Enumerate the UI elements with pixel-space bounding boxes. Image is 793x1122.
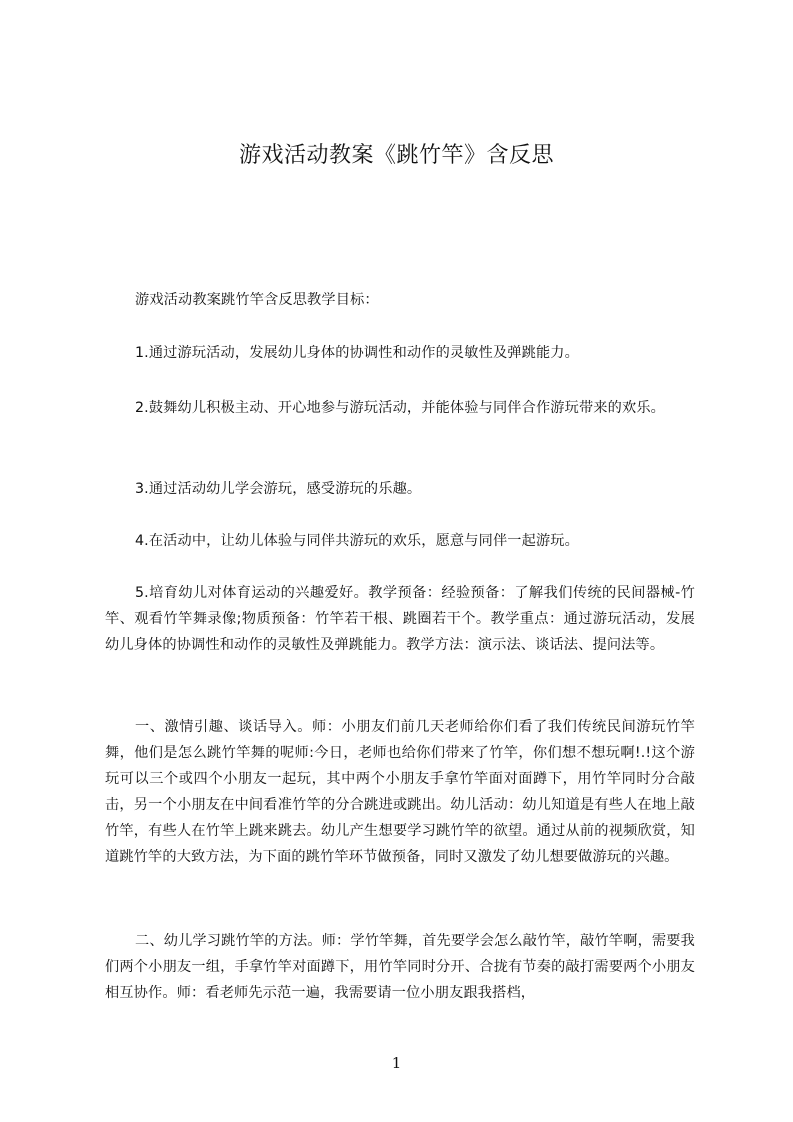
objective-1-paragraph: 1.通过游玩活动，发展幼儿身体的协调性和动作的灵敏性及弹跳能力。	[135, 345, 579, 361]
document-title: 游戏活动教案《跳竹竿》含反思	[238, 143, 554, 168]
objectives-heading-paragraph: 游戏活动教案跳竹竿含反思教学目标：	[135, 292, 379, 308]
objective-2-paragraph: 2.鼓舞幼儿积极主动、开心地参与游玩活动，并能体验与同伴合作游玩带来的欢乐。	[135, 400, 665, 416]
objective-4-paragraph: 4.在活动中，让幼儿体验与同伴共游玩的欢乐，愿意与同伴一起游玩。	[135, 533, 579, 549]
page-number: 1	[391, 1054, 402, 1072]
section-1-paragraph: 一、激情引趣、谈话导入。师：小朋友们前几天老师给你们看了我们传统民间游玩竹竿舞，他们是怎么跳竹竿舞的呢师:今日，老师也给你们带来了竹竿，你们想不想玩啊!.!这个游玩可以三个或四个小朋友一起玩，其中两个小朋友手拿竹竿面对面蹲下，用竹竿同时分合敲击，另一个小朋友在中间看准竹竿的分合跳进或跳出。幼儿活动：幼儿知道是有些人在地上敲竹竿，有些人在竹竿上跳来跳去。幼儿产生想要学习跳竹竿的欲望。通过从前的视频欣赏，知道跳竹竿的大致方法，为下面的跳竹竿环节做预备，同时又激发了幼儿想要做游玩的兴趣。	[105, 719, 695, 865]
objective-5-paragraph: 5.培育幼儿对体育运动的兴趣爱好。教学预备：经验预备：了解我们传统的民间器械-竹竿、观看竹竿舞录像;物质预备：竹竿若干根、跳圈若干个。教学重点：通过游玩活动，发展幼儿身体的协调性和动作的灵敏性及弹跳能力。教学方法：演示法、谈话法、提问法等。	[105, 585, 695, 653]
objective-3-paragraph: 3.通过活动幼儿学会游玩，感受游玩的乐趣。	[135, 481, 422, 497]
section-2-paragraph: 二、幼儿学习跳竹竿的方法。师：学竹竿舞，首先要学会怎么敲竹竿，敲竹竿啊，需要我们两个小朋友一组，手拿竹竿对面蹲下，用竹竿同时分开、合拢有节奏的敲打需要两个小朋友相互协作。师：看老师先示范一遍，我需要请一位小朋友跟我搭档，	[105, 933, 695, 1001]
